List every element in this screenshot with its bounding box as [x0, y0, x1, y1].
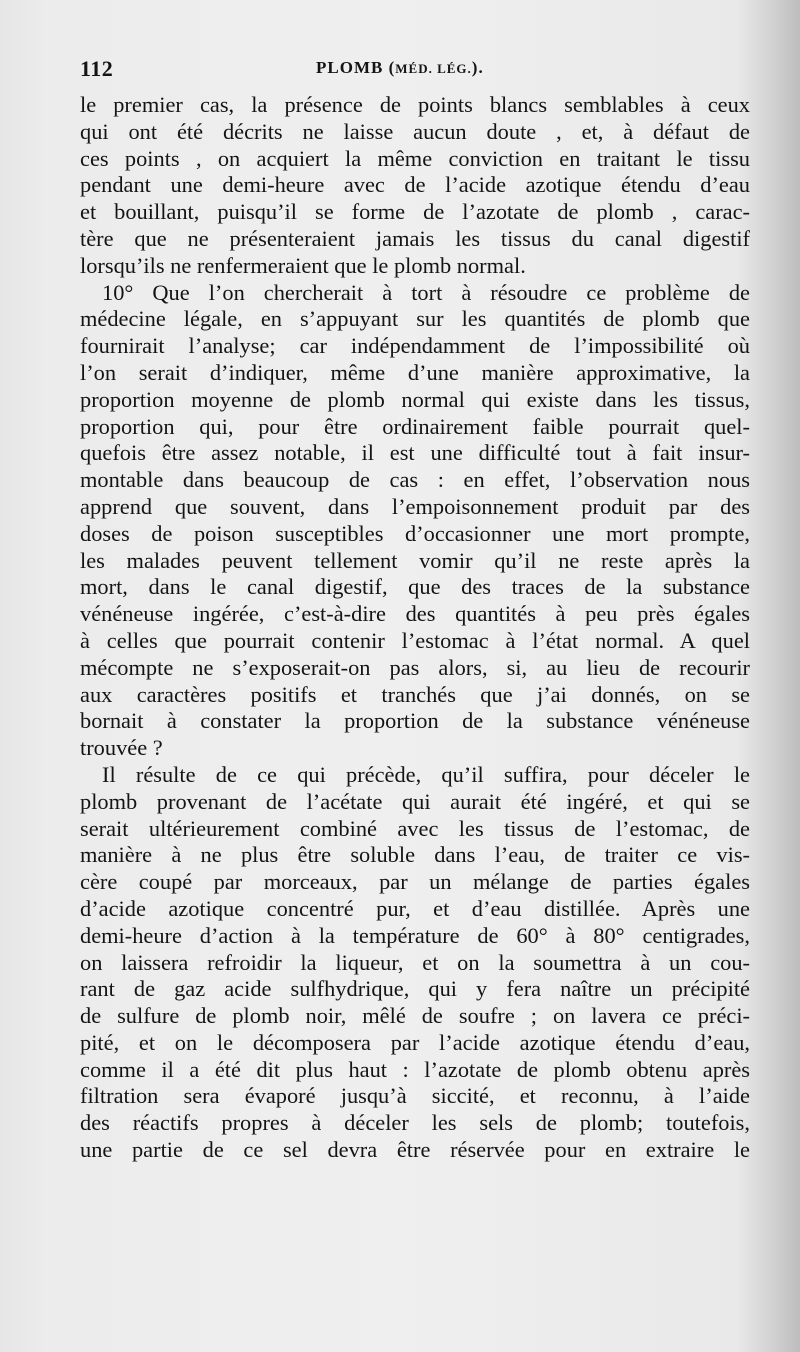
text-line: lorsqu’ils ne renfermeraient que le plomb normal. [80, 252, 526, 278]
text-line: comme il a été dit plus haut : l’azotate de plomb obtenu après [80, 1056, 750, 1082]
text-line: quefois être assez notable, il est une difficulté tout à fait insur- [80, 440, 750, 466]
text-line: filtration sera évaporé jusqu’à siccité, et reconnu, à l’aide [80, 1083, 750, 1109]
running-head-main: PLOMB ( [316, 58, 396, 77]
text-line: on laissera refroidir la liqueur, et on la soumettra à un cou- [80, 949, 750, 975]
text-line: proportion moyenne de plomb normal qui existe dans les tissus, [80, 386, 750, 412]
text-line: 10° Que l’on chercherait à tort à résoudre ce problème de [102, 279, 750, 305]
text-line: fournirait l’analyse; car indépendamment de l’impossibilité où [80, 333, 750, 359]
text-line: apprend que souvent, dans l’empoisonnement produit par des [80, 493, 750, 519]
page-number: 112 [80, 56, 114, 81]
text-line: l’on serait d’indiquer, même d’une manière approximative, la [80, 359, 750, 385]
text-line: à celles que pourrait contenir l’estomac à l’état normal. A quel [80, 627, 750, 653]
text-line: demi-heure d’action à la température de 60° à 80° centigrades, [80, 922, 750, 948]
text-line: pité, et on le décomposera par l’acide azotique étendu d’eau, [80, 1029, 750, 1055]
running-head-end: ). [471, 58, 484, 77]
text-line: manière à ne plus être soluble dans l’eau, de traiter ce vis- [80, 842, 750, 868]
page-header [80, 56, 750, 92]
running-head-small-caps: MÉD. LÉG. [395, 61, 472, 76]
text-line: de sulfure de plomb noir, mêlé de soufre ; on lavera ce préci- [80, 1003, 750, 1029]
running-head [316, 58, 484, 78]
text-line: aux caractères positifs et tranchés que j’ai donnés, on se [80, 681, 750, 707]
text-line: trouvée ? [80, 735, 163, 761]
text-line: mort, dans le canal digestif, que des traces de la substance [80, 574, 750, 600]
text-line: d’acide azotique concentré pur, et d’eau distillée. Après une [80, 895, 750, 921]
text-line: mécompte ne s’exposerait-on pas alors, si, au lieu de recourir [80, 654, 750, 680]
text-line: Il résulte de ce qui précède, qu’il suffira, pour déceler le [102, 761, 750, 787]
text-line: et bouillant, puisqu’il se forme de l’azotate de plomb , carac- [80, 199, 750, 225]
text-line: pendant une demi-heure avec de l’acide azotique étendu d’eau [80, 172, 750, 198]
text-line: médecine légale, en s’appuyant sur les quantités de plomb que [80, 306, 750, 332]
text-line: montable dans beaucoup de cas : en effet, l’observation nous [80, 467, 750, 493]
text-line: des réactifs propres à déceler les sels de plomb; toutefois, [80, 1110, 750, 1136]
body-text [80, 92, 750, 1164]
text-line: une partie de ce sel devra être réservée pour en extraire le [80, 1137, 750, 1163]
text-line: les malades peuvent tellement vomir qu’il ne reste après la [80, 547, 750, 573]
text-line: proportion qui, pour être ordinairement faible pourrait quel- [80, 413, 750, 439]
text-line: plomb provenant de l’acétate qui aurait été ingéré, et qui se [80, 788, 750, 814]
text-line: bornait à constater la proportion de la substance vénéneuse [80, 708, 750, 734]
text-line: ces points , on acquiert la même conviction en traitant le tissu [80, 145, 750, 171]
text-line: rant de gaz acide sulfhydrique, qui y fera naître un précipité [80, 976, 750, 1002]
text-line: doses de poison susceptibles d’occasionner une mort prompte, [80, 520, 750, 546]
text-line: qui ont été décrits ne laisse aucun doute , et, à défaut de [80, 118, 750, 144]
text-line: le premier cas, la présence de points blancs semblables à ceux [80, 92, 750, 117]
text-line: vénéneuse ingérée, c’est-à-dire des quantités à peu près égales [80, 601, 750, 627]
text-line: serait ultérieurement combiné avec les tissus de l’estomac, de [80, 815, 750, 841]
text-line: tère que ne présenteraient jamais les tissus du canal digestif [80, 225, 750, 251]
text-line: cère coupé par morceaux, par un mélange de parties égales [80, 869, 750, 895]
